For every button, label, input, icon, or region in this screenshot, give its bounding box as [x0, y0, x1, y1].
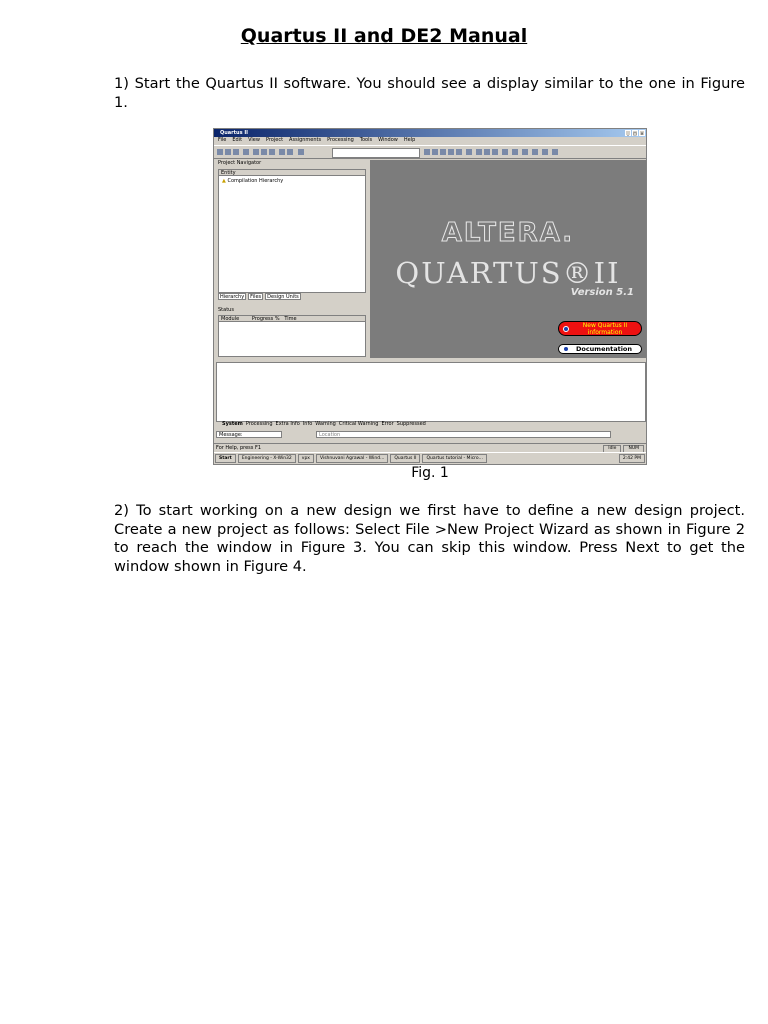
fitter-icon [492, 149, 498, 155]
status-column-progress: Progress % [251, 316, 280, 322]
tab-design-units: Design Units [267, 294, 299, 300]
hierarchy-list-item [222, 178, 283, 184]
tab-extra-info: Extra Info [275, 421, 300, 427]
altera-logo: ALTERA. [441, 218, 575, 248]
entity-column-header: Entity [219, 170, 365, 176]
project-combo [332, 148, 420, 158]
paragraph-step-2: 2) To start working on a new design we first have to define a new design project. Create a new project as follows: Select File >New Project Wizard as shown in Figure 2 to reach the window in Figure 3. You can skip this window. Press Next to get the window shown in Figure 4. [114, 502, 745, 575]
cut-icon [253, 149, 259, 155]
assign-icon [448, 149, 454, 155]
new-info-button [558, 321, 642, 336]
navigator-tabs [218, 293, 301, 300]
menu-view: View [248, 137, 260, 143]
close-icon: × [640, 131, 644, 136]
quartus-screenshot-figure [213, 128, 647, 465]
taskbar-item: Vishnuvani Agrawal - Wind... [316, 454, 388, 463]
taskbar-clock: 2:42 PM [619, 454, 645, 463]
message-field: Message: [216, 431, 282, 438]
menu-project: Project [265, 137, 284, 143]
menu-window: Window [378, 137, 398, 143]
rtl-viewer-icon [532, 149, 538, 155]
tab-suppressed: Suppressed [396, 421, 426, 427]
menu-assignments: Assignments [289, 137, 322, 143]
window-controls [625, 130, 645, 136]
tab-info: Info [302, 421, 313, 427]
chip-editor-icon [542, 149, 548, 155]
tab-warning: Warning [315, 421, 336, 427]
status-panel [216, 307, 366, 359]
programmer-icon [522, 149, 528, 155]
simulate-icon [512, 149, 518, 155]
globe-icon [563, 326, 569, 332]
open-icon [225, 149, 231, 155]
analyze-icon [484, 149, 490, 155]
status-columns [219, 316, 365, 322]
splash-screen [370, 160, 646, 358]
hierarchy-list [218, 169, 366, 293]
hierarchy-item-label: Compilation Hierarchy [227, 178, 284, 184]
status-column-time: Time [284, 316, 297, 322]
taskbar-item: vpx [298, 454, 314, 463]
location-field: Location [316, 431, 611, 438]
print-icon [243, 149, 249, 155]
menu-processing: Processing [327, 137, 354, 143]
pin-icon [432, 149, 438, 155]
menu-edit: Edit [232, 137, 243, 143]
taskbar-item: Engineering - X-Win32 [238, 454, 296, 463]
toolbar [214, 145, 646, 159]
status-header: Status [218, 307, 234, 313]
window-title-bar: Quartus II [214, 129, 646, 137]
tab-files: Files [250, 294, 262, 300]
paste-icon [269, 149, 275, 155]
menu-tools: Tools [359, 137, 373, 143]
stop-icon [466, 149, 472, 155]
copy-icon [261, 149, 267, 155]
taskbar-item: Quartus II [390, 454, 420, 463]
status-idle: Idle [603, 445, 621, 453]
settings-icon [424, 149, 430, 155]
help-pointer-icon [298, 149, 304, 155]
message-tabs [222, 421, 426, 428]
undo-icon [279, 149, 285, 155]
redo-icon [287, 149, 293, 155]
megawizard-icon [552, 149, 558, 155]
globe-icon [563, 346, 569, 352]
new-file-icon [217, 149, 223, 155]
paragraph-step-1: 1) Start the Quartus II software. You should see a display similar to the one in Figure 1. [114, 75, 745, 111]
project-navigator-panel [216, 160, 366, 300]
maximize-icon: □ [633, 131, 637, 136]
menu-help: Help [403, 137, 416, 143]
documentation-label: Documentation [575, 345, 633, 353]
figure-caption: Fig. 1 [411, 465, 449, 481]
status-column-module: Module [221, 316, 240, 322]
save-icon [233, 149, 239, 155]
timing-icon [502, 149, 508, 155]
warning-icon: ▲ [222, 178, 226, 184]
version-label: Version 5.1 [570, 287, 634, 298]
project-navigator-header: Project Navigator [218, 160, 262, 166]
status-bar [214, 443, 646, 451]
status-list [218, 315, 366, 357]
new-info-label: New Quartus II information [582, 322, 628, 336]
tab-critical-warning: Critical Warning [338, 421, 379, 427]
taskbar [214, 452, 646, 464]
menu-bar [214, 137, 647, 144]
tab-processing: Processing [245, 421, 273, 427]
minimize-icon: _ [627, 131, 629, 136]
documentation-button [558, 344, 642, 354]
tab-system: System [222, 421, 243, 427]
document-title: Quartus II and DE2 Manual [240, 25, 528, 47]
tab-hierarchy: Hierarchy [220, 294, 245, 300]
help-text: For Help, press F1 [216, 445, 262, 451]
quartus-logo: QUARTUS®II [395, 256, 621, 290]
start-button: Start [215, 454, 236, 463]
compile-icon [476, 149, 482, 155]
taskbar-item: Quartus tutorial - Micro... [422, 454, 486, 463]
message-input-row [216, 430, 644, 439]
chip-icon [440, 149, 446, 155]
menu-file: File [218, 137, 227, 143]
status-num: NUM [623, 445, 644, 453]
tab-error: Error [381, 421, 394, 427]
planner-icon [456, 149, 462, 155]
message-window [216, 362, 646, 422]
